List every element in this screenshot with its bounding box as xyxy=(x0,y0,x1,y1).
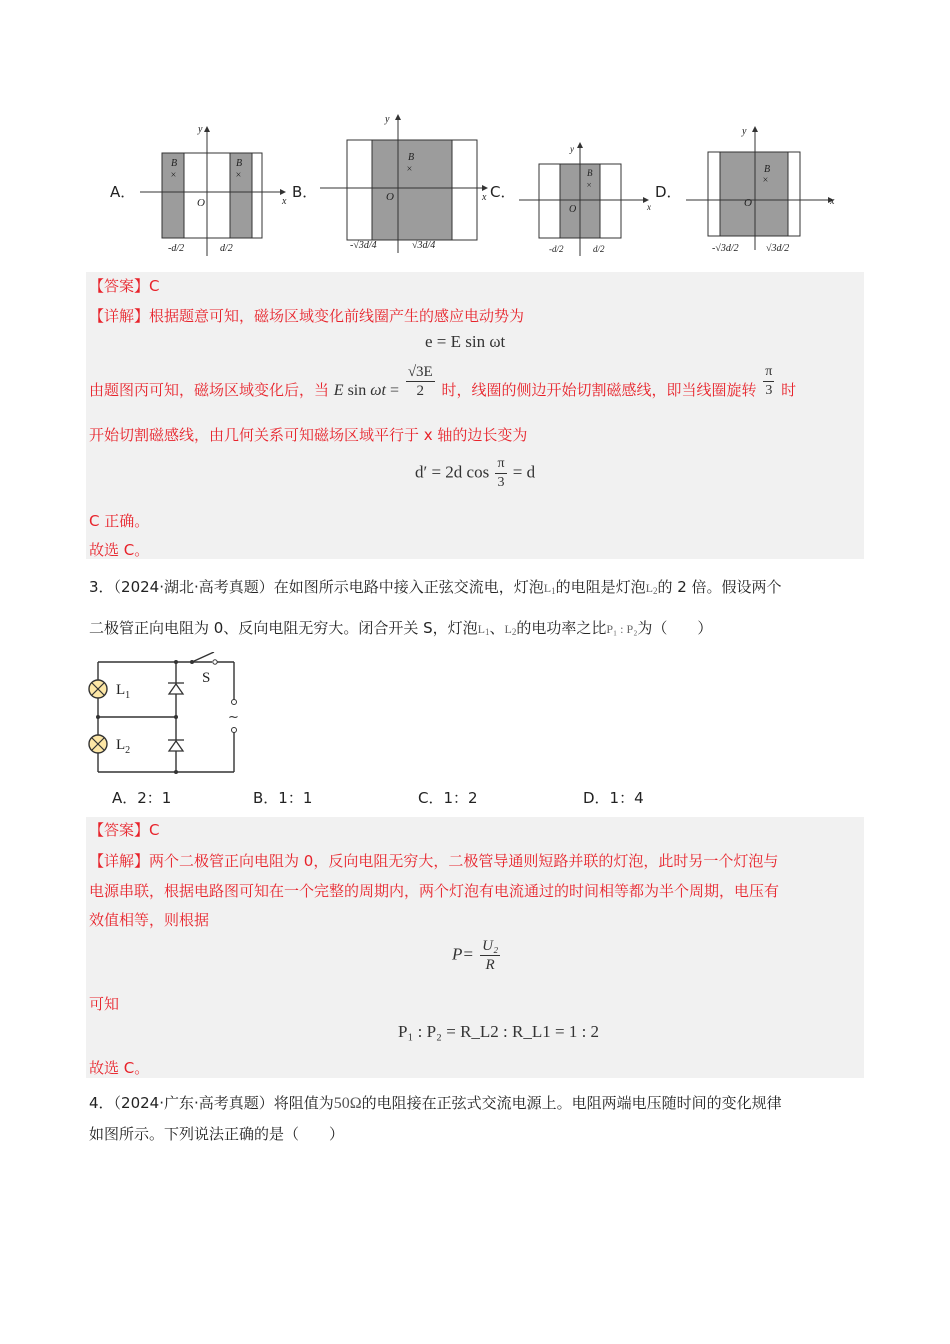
q3-formula-1: P= $\frac{\text{U₂}}{R}$ xyxy=(452,938,499,973)
q4-stem-line-1: 4．（2024·广东·高考真题）将阻值为50Ω的电阻接在正弦式交流电源上。电阻两端电压随时间的变化规律 xyxy=(89,1094,782,1112)
left-edge-label: -√3d/4 xyxy=(350,240,377,251)
b-field-label: B xyxy=(587,168,593,178)
q2-detail-line-5: 故选 C。 xyxy=(89,541,150,559)
x-axis-label: x xyxy=(282,196,287,207)
left-edge-label: -d/2 xyxy=(168,243,185,254)
q3-detail-line-2: 电源串联，根据电路图可知在一个完整的周期内，两个灯泡有电流通过的时间相等都为半个周期，电压有 xyxy=(89,882,780,900)
q2-detail-line-1: 【详解】根据题意可知，磁场区域变化前线圈产生的感应电动势为 xyxy=(89,307,525,325)
q3-option-b[interactable]: B．1：1 xyxy=(253,789,313,807)
b-field-label: B xyxy=(764,164,771,175)
q3-answer-line: 【答案】C xyxy=(89,821,160,839)
q3-circuit-diagram xyxy=(82,652,252,784)
q3-detail-line-5: 故选 C。 xyxy=(89,1059,150,1077)
q2-formula-1: e = E sin ωt xyxy=(425,332,506,351)
right-edge-label: √3d/4 xyxy=(412,240,436,251)
left-edge-label: -d/2 xyxy=(549,244,564,254)
option-c-label: C． xyxy=(490,183,516,201)
cross-icon: × xyxy=(235,170,242,181)
option-b-label: B． xyxy=(292,183,318,201)
figure-option-c xyxy=(515,140,660,264)
q3-formula-2: P₁ : P₂ = R_L2 : R_L1 = 1 : 2 xyxy=(398,1022,600,1041)
lamp-l2-label: $L_2$ xyxy=(116,737,131,756)
y-axis-label: y xyxy=(385,114,390,125)
switch-label: S xyxy=(202,670,211,686)
cross-icon: × xyxy=(170,170,177,181)
q2-answer-line: 【答案】C xyxy=(89,277,160,295)
right-edge-label: √3d/2 xyxy=(766,243,790,254)
option-a-label: A． xyxy=(110,183,136,201)
y-axis-label: y xyxy=(742,126,747,137)
q3-option-c[interactable]: C．1：2 xyxy=(418,789,478,807)
lamp-l1-label: $L_1$ xyxy=(116,682,131,701)
q2-formula-2: d′ = 2d cos $\frac{\pi}{3}$ = d xyxy=(415,456,536,490)
b-field-label: B xyxy=(236,158,243,169)
origin-label: O xyxy=(744,197,752,209)
x-axis-label: x xyxy=(647,202,651,212)
origin-label: O xyxy=(197,197,205,209)
q3-option-a[interactable]: A．2：1 xyxy=(112,789,172,807)
x-axis-label: x xyxy=(482,192,487,203)
cross-icon: × xyxy=(406,164,413,175)
origin-label: O xyxy=(569,204,577,215)
q3-detail-line-1: 【详解】两个二极管正向电阻为 0，反向电阻无穷大，二极管导通则短路并联的灯泡，此时另一个灯泡与 xyxy=(89,852,779,870)
right-edge-label: d/2 xyxy=(593,244,605,254)
left-edge-label: -√3d/2 xyxy=(712,243,739,254)
right-edge-label: d/2 xyxy=(220,243,233,254)
q2-detail-line-3: 开始切割磁感线，由几何关系可知磁场区域平行于 x 轴的边长变为 xyxy=(89,426,528,444)
q3-detail-line-4: 可知 xyxy=(89,995,120,1013)
q3-stem-line-1: 3．（2024·湖北·高考真题）在如图所示电路中接入正弦交流电，灯泡$L_1$的电阻是灯泡$L_2$的 2 倍。假设两个 xyxy=(89,578,782,596)
option-d-label: D． xyxy=(655,183,682,201)
figure-option-b xyxy=(310,108,490,262)
b-field-label: B xyxy=(171,158,178,169)
q3-stem-line-2: 二极管正向电阻为 0、反向电阻无穷大。闭合开关 S，灯泡$L_1$、$L_2$的电功率之比P₁ : P₂为（ ） xyxy=(89,619,713,637)
b-field-label: B xyxy=(408,152,415,163)
x-axis-label: x xyxy=(830,196,835,207)
cross-icon: × xyxy=(762,175,769,186)
q3-detail-line-3: 效值相等，则根据 xyxy=(89,911,210,929)
q3-option-d[interactable]: D．1：4 xyxy=(583,789,644,807)
origin-label: O xyxy=(386,191,394,203)
figure-option-d xyxy=(680,120,845,264)
q2-detail-line-4: C 正确。 xyxy=(89,512,150,530)
figure-option-a xyxy=(130,118,290,267)
q2-detail-line-2: 由题图丙可知，磁场区域变化后，当 E sin ωt = $\frac{√3E}{2}$ 时，线圈的侧边开始切割磁感线，即当线圈旋转 $\frac{\pi}{3}$ 时 xyxy=(89,364,797,399)
cross-icon: × xyxy=(586,180,593,190)
q4-stem-line-2: 如图所示。下列说法正确的是（ ） xyxy=(89,1125,345,1143)
y-axis-label: y xyxy=(198,124,203,135)
ac-source-label: ~ xyxy=(228,710,239,725)
y-axis-label: y xyxy=(570,144,574,154)
